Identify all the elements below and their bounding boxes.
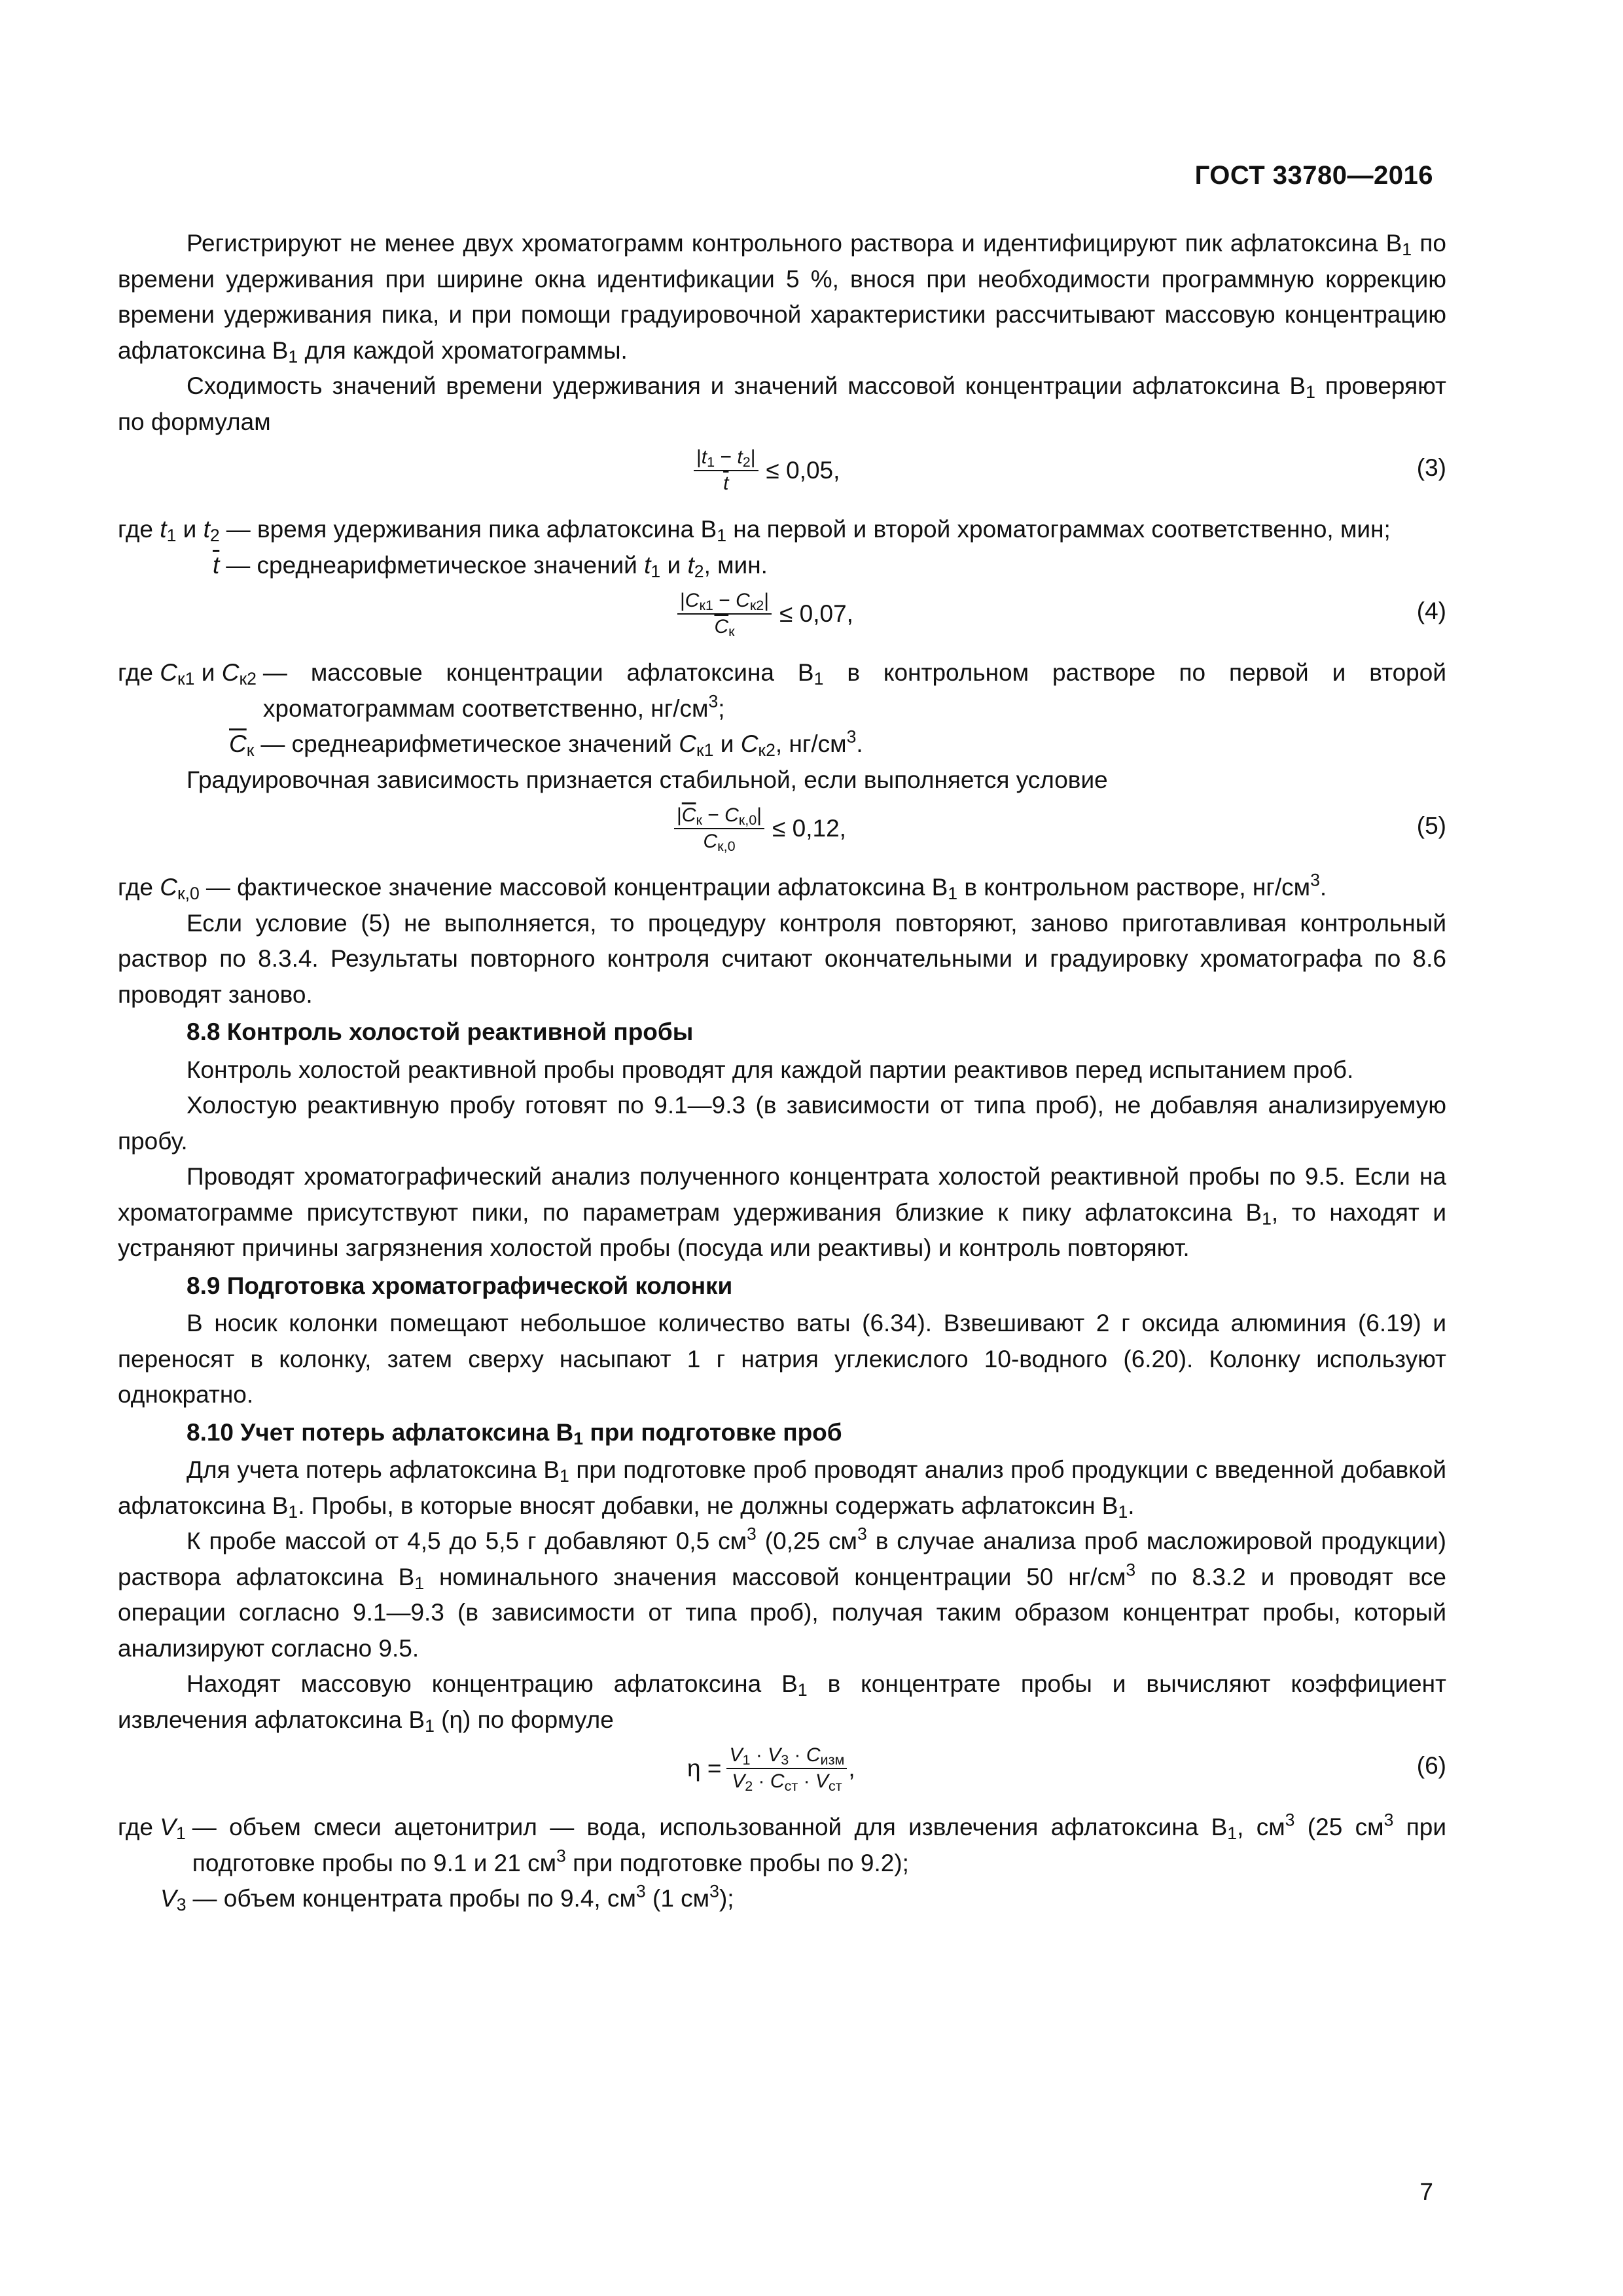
where-v1: где $V_1$ — объем смеси ацетонитрил — вода, использованной для извлечения афлатоксина $B_1$, $см^3$ (25 $см^3$ при подготовке пробы по 9.1 и 21 $см^3$ при подготовке пробы по 9.2); <box>118 1810 1446 1876</box>
formula-3: $\frac{|t_1 - t_2|}{t}$ ≤ 0,05, (3) <box>118 440 1446 512</box>
section-8-8-heading: 8.8 Контроль холостой реактивной пробы <box>187 1018 694 1045</box>
formula-4-number: (4) <box>1416 598 1446 624</box>
standard-code: ГОСТ 33780—2016 <box>1194 161 1433 190</box>
formula-3-number: (3) <box>1416 454 1446 481</box>
formula-6-number: (6) <box>1416 1752 1446 1779</box>
page-number: 7 <box>1419 2178 1433 2205</box>
formula-5-number: (5) <box>1416 812 1446 839</box>
formula-6: η = $\frac{V_1 \cdot V_3 \cdot C_{изм}}{V_2 \cdot C_{ст} \cdot V_{ст}}$ , (6) <box>687 1744 1446 1794</box>
paragraph-convergence: Сходимость значений времени удерживания и значений массовой концентрации афлатоксина $B_1$ проверяют по формулам <box>118 372 1446 435</box>
formula-4: $\frac{|C_{к1} - C_{к2}|}{\overline{C}_к}$ ≤ 0,07, (4) <box>118 583 1446 655</box>
where-ck1-ck2: где $C_{к1}$ и $C_{к2}$ — массовые концентрации афлатоксина $B_1$ в контрольном растворе по первой и второй хроматограммам соответственно, $нг/см^3$; <box>118 659 1447 722</box>
paragraph-8-8-2: Холостую реактивную пробу готовят по 9.1—9.3 (в зависимости от типа проб), не добавляя анализируемую пробу. <box>118 1092 1446 1155</box>
paragraph-stability: Градуировочная зависимость признается стабильной, если выполняется условие <box>187 766 1108 793</box>
section-8-9-heading: 8.9 Подготовка хроматографической колонки <box>187 1272 733 1299</box>
paragraph-8-9-1: В носик колонки помещают небольшое количество ваты (6.34). Взвешивают 2 г оксида алюминия (6.19) и переносят в колонку, затем сверху насыпают 1 г натрия углекислого 10-водного (6.20). Колонку используют однократно. <box>118 1310 1446 1408</box>
paragraph-8-10-2: К пробе массой от 4,5 до 5,5 г добавляют 0,5 $см^3$ (0,25 $см^3$ в случае анализа проб масложировой продукции) раствора афлатоксина $B_1$ номинального значения массовой концентрации 50 $нг/см^3$ по 8.3.2 и проводят все операции согласно 9.1—9.3 (в зависимости от типа проб), получая таким образом концентрат пробы, который анализируют согласно 9.5. <box>118 1524 1446 1662</box>
formula-5: $\frac{|\overline{C}_к - C_{к,0}|}{C_{к,0}}$ ≤ 0,12, (5) <box>118 798 1446 870</box>
paragraph-8-10-3: Находят массовую концентрацию афлатоксина $B_1$ в концентрате пробы и вычисляют коэффициент извлечения афлатоксина $B_1$ (η) по формуле <box>118 1670 1446 1736</box>
section-8-10-heading: 8.10 Учет потерь афлатоксина $B_1$ при подготовке проб <box>187 1418 842 1448</box>
paragraph-repeat-control: Если условие (5) не выполняется, то процедуру контроля повторяют, заново приготавливая контрольный раствор по 8.3.4. Результаты повторного контроля считают окончательными и градуировку хроматографа по 8.6 проводят заново. <box>118 909 1446 1008</box>
paragraph-8-10-1: Для учета потерь афлатоксина $B_1$ при подготовке проб проводят анализ проб продукции с введенной добавкой афлатоксина $B_1$. Пробы, в которые вносят добавки, не должны содержать афлатоксин $B_1$. <box>118 1456 1446 1522</box>
where-ck0: где $C_{к,0}$ — фактическое значение массовой концентрации афлатоксина $B_1$ в контрольном растворе, $нг/см^3$. <box>118 870 1327 903</box>
where-t-mean: $\overline{t}$ — среднеарифметическое значений $t_1$ и $t_2$, мин. <box>213 551 768 581</box>
where-ck-mean: $\overline{C}_к$ — среднеарифметическое значений $C_{к1}$ и $C_{к2}$, $нг/см^3$. <box>229 726 863 760</box>
paragraph-8-8-3: Проводят хроматографический анализ полученного концентрата холостой реактивной пробы по 9.5. Если на хроматограмме присутствуют пики, по параметрам удерживания близкие к пику афлатоксина $B_1$, то находят и устраняют причины загрязнения холостой пробы (посуда или реактивы) и контроль повторяют. <box>118 1163 1446 1261</box>
paragraph-chromatograms: Регистрируют не менее двух хроматограмм контрольного раствора и идентифицируют пик афлатоксина $B_1$ по времени удерживания при ширине окна идентификации 5 %, внося при необходимости программную коррекцию времени удерживания пика, и при помощи градуировочной характеристики рассчитывают массовую концентрацию афлатоксина $B_1$ для каждой хроматограммы. <box>118 230 1446 367</box>
where-v3: $V_3$ — объем концентрата пробы по 9.4, $см^3$ (1 $см^3$); <box>160 1881 734 1914</box>
page-content <box>118 226 1446 1917</box>
paragraph-8-8-1: Контроль холостой реактивной пробы проводят для каждой партии реактивов перед испытанием проб. <box>187 1056 1354 1083</box>
where-t1-t2: где $t_1$ и $t_2$ — время удерживания пика афлатоксина $B_1$ на первой и второй хроматограммах соответственно, мин; <box>118 516 1391 545</box>
